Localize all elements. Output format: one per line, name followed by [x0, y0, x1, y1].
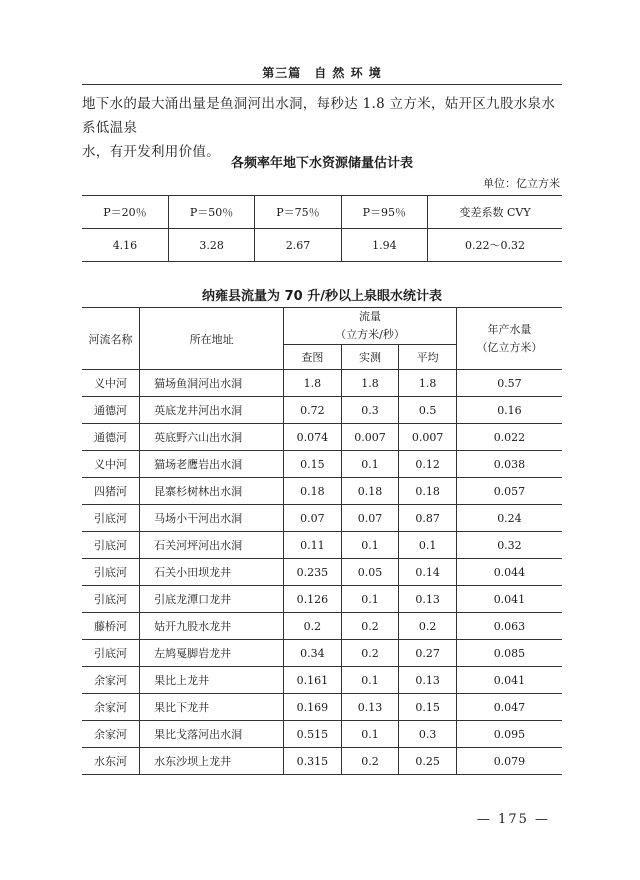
- flow-average-cell: 0.007: [399, 424, 457, 451]
- flow-average-cell: 1.8: [399, 370, 457, 397]
- flow-average-cell: 0.25: [399, 748, 457, 775]
- flow-measured-cell: 0.05: [341, 559, 399, 586]
- annual-yield-cell: 0.32: [456, 532, 562, 559]
- annual-yield-cell: 0.095: [456, 721, 562, 748]
- annual-yield-cell: 0.085: [456, 640, 562, 667]
- flow-measured-cell: 1.8: [341, 370, 399, 397]
- flow-measured-cell: 0.1: [341, 667, 399, 694]
- table1-value-cell: 2.67: [255, 229, 341, 262]
- river-cell: 义中河: [82, 451, 140, 478]
- flow-average-cell: 0.27: [399, 640, 457, 667]
- flow-chart-cell: 0.07: [284, 505, 342, 532]
- table1-title: 各频率年地下水资源储量估计表: [230, 156, 413, 171]
- table-row: [82, 451, 562, 478]
- flow-measured-cell: 0.2: [341, 640, 399, 667]
- flow-measured-cell: 0.3: [341, 397, 399, 424]
- annual-yield-cell: 0.038: [456, 451, 562, 478]
- location-cell: 石关河坪河出水洞: [140, 532, 284, 559]
- location-cell: 水东沙坝上龙井: [140, 748, 284, 775]
- flow-measured-cell: 0.07: [341, 505, 399, 532]
- flow-chart-cell: 0.235: [284, 559, 342, 586]
- table2-header-row: [82, 308, 562, 345]
- location-cell: 马场小干河出水洞: [140, 505, 284, 532]
- header-flow-average: 平均: [399, 345, 457, 370]
- annual-yield-cell: 0.022: [456, 424, 562, 451]
- header-annual: 年产水量 （亿立方米）: [456, 308, 562, 370]
- groundwater-reserve-table: [82, 195, 562, 262]
- location-cell: 果比下龙井: [140, 694, 284, 721]
- river-cell: 余家河: [82, 721, 140, 748]
- table-row: [82, 748, 562, 775]
- location-cell: 左鸠戛脚岩龙井: [140, 640, 284, 667]
- header-river: 河流名称: [82, 308, 140, 370]
- table1-header-row: [82, 196, 562, 229]
- river-cell: 通德河: [82, 424, 140, 451]
- table-row: [82, 640, 562, 667]
- table-row: [82, 505, 562, 532]
- body-line-1: 地下水的最大涌出量是鱼洞河出水洞，每秒达 1.8 立方米，姑开区九股水泉水系低温泉: [82, 96, 556, 136]
- flow-chart-cell: 0.074: [284, 424, 342, 451]
- river-cell: 引底河: [82, 532, 140, 559]
- annual-yield-cell: 0.047: [456, 694, 562, 721]
- flow-measured-cell: 0.13: [341, 694, 399, 721]
- flow-chart-cell: 0.126: [284, 586, 342, 613]
- table-row: [82, 397, 562, 424]
- flow-average-cell: 0.13: [399, 586, 457, 613]
- flow-measured-cell: 0.18: [341, 478, 399, 505]
- river-cell: 引底河: [82, 586, 140, 613]
- flow-chart-cell: 0.2: [284, 613, 342, 640]
- table-row: [82, 559, 562, 586]
- flow-average-cell: 0.13: [399, 667, 457, 694]
- river-cell: 四猪河: [82, 478, 140, 505]
- location-cell: 猫场老鹰岩出水洞: [140, 451, 284, 478]
- river-cell: 引底河: [82, 640, 140, 667]
- header-flow-chart: 查图: [284, 345, 342, 370]
- annual-yield-cell: 0.24: [456, 505, 562, 532]
- header-rule: [82, 84, 562, 85]
- river-cell: 余家河: [82, 694, 140, 721]
- header-flow: 流量 （立方米/秒）: [284, 308, 457, 345]
- flow-measured-cell: 0.2: [341, 613, 399, 640]
- location-cell: 姑开九股水龙井: [140, 613, 284, 640]
- annual-yield-cell: 0.57: [456, 370, 562, 397]
- table1-value-cell: 0.22～0.32: [428, 229, 562, 262]
- location-cell: 英底龙井河出水洞: [140, 397, 284, 424]
- table1-unit: 单位：亿立方米: [483, 177, 560, 190]
- table-row: [82, 370, 562, 397]
- table-row: [82, 532, 562, 559]
- flow-average-cell: 0.14: [399, 559, 457, 586]
- table-row: [82, 424, 562, 451]
- table1-header-cell: P＝50％: [168, 196, 254, 229]
- river-cell: 余家河: [82, 667, 140, 694]
- flow-average-cell: 0.5: [399, 397, 457, 424]
- annual-yield-cell: 0.041: [456, 667, 562, 694]
- table2-body: [82, 370, 562, 775]
- flow-chart-cell: 0.15: [284, 451, 342, 478]
- header-flow-measured: 实测: [341, 345, 399, 370]
- river-cell: 通德河: [82, 397, 140, 424]
- flow-measured-cell: 0.1: [341, 451, 399, 478]
- table1-header-cell: P＝75％: [255, 196, 341, 229]
- flow-average-cell: 0.3: [399, 721, 457, 748]
- table1-header-cell: 变差系数 CVY: [428, 196, 562, 229]
- flow-average-cell: 0.18: [399, 478, 457, 505]
- location-cell: 果比戈落河出水洞: [140, 721, 284, 748]
- flow-chart-cell: 0.11: [284, 532, 342, 559]
- location-cell: 昆寨杉树林出水洞: [140, 478, 284, 505]
- flow-measured-cell: 0.1: [341, 586, 399, 613]
- flow-average-cell: 0.15: [399, 694, 457, 721]
- flow-average-cell: 0.1: [399, 532, 457, 559]
- flow-average-cell: 0.12: [399, 451, 457, 478]
- flow-chart-cell: 1.8: [284, 370, 342, 397]
- annual-yield-cell: 0.041: [456, 586, 562, 613]
- running-header: 第三篇 自 然 环 境: [262, 66, 382, 80]
- table-row: [82, 613, 562, 640]
- flow-chart-cell: 0.18: [284, 478, 342, 505]
- location-cell: 英底野六山出水洞: [140, 424, 284, 451]
- table1-header-cell: P＝20％: [82, 196, 168, 229]
- page-number: — 175 —: [476, 812, 550, 827]
- annual-yield-cell: 0.079: [456, 748, 562, 775]
- flow-measured-cell: 0.1: [341, 721, 399, 748]
- table-row: [82, 694, 562, 721]
- flow-measured-cell: 0.2: [341, 748, 399, 775]
- flow-average-cell: 0.87: [399, 505, 457, 532]
- river-cell: 水东河: [82, 748, 140, 775]
- flow-chart-cell: 0.34: [284, 640, 342, 667]
- river-cell: 藤桥河: [82, 613, 140, 640]
- table-row: [82, 721, 562, 748]
- river-cell: 义中河: [82, 370, 140, 397]
- river-cell: 引底河: [82, 505, 140, 532]
- annual-yield-cell: 0.16: [456, 397, 562, 424]
- flow-average-cell: 0.2: [399, 613, 457, 640]
- table-row: [82, 667, 562, 694]
- flow-chart-cell: 0.169: [284, 694, 342, 721]
- location-cell: 石关小田坝龙井: [140, 559, 284, 586]
- spring-statistics-table: [82, 307, 562, 775]
- flow-chart-cell: 0.72: [284, 397, 342, 424]
- table1-value-cell: 4.16: [82, 229, 168, 262]
- flow-chart-cell: 0.515: [284, 721, 342, 748]
- table-row: [82, 478, 562, 505]
- flow-measured-cell: 0.007: [341, 424, 399, 451]
- table1-value-cell: 3.28: [168, 229, 254, 262]
- location-cell: 引底龙潭口龙井: [140, 586, 284, 613]
- table1-value-cell: 1.94: [341, 229, 427, 262]
- annual-yield-cell: 0.044: [456, 559, 562, 586]
- location-cell: 果比上龙井: [140, 667, 284, 694]
- table1-header-cell: P＝95％: [341, 196, 427, 229]
- table-row: [82, 586, 562, 613]
- header-location: 所在地址: [140, 308, 284, 370]
- table2-title: 纳雍县流量为 70 升/秒以上泉眼水统计表: [202, 289, 442, 304]
- table1-value-row: [82, 229, 562, 262]
- body-line-2: 水，有开发利用价值。: [82, 144, 220, 160]
- river-cell: 引底河: [82, 559, 140, 586]
- location-cell: 猫场鱼洞河出水洞: [140, 370, 284, 397]
- annual-yield-cell: 0.057: [456, 478, 562, 505]
- flow-chart-cell: 0.315: [284, 748, 342, 775]
- flow-chart-cell: 0.161: [284, 667, 342, 694]
- flow-measured-cell: 0.1: [341, 532, 399, 559]
- annual-yield-cell: 0.063: [456, 613, 562, 640]
